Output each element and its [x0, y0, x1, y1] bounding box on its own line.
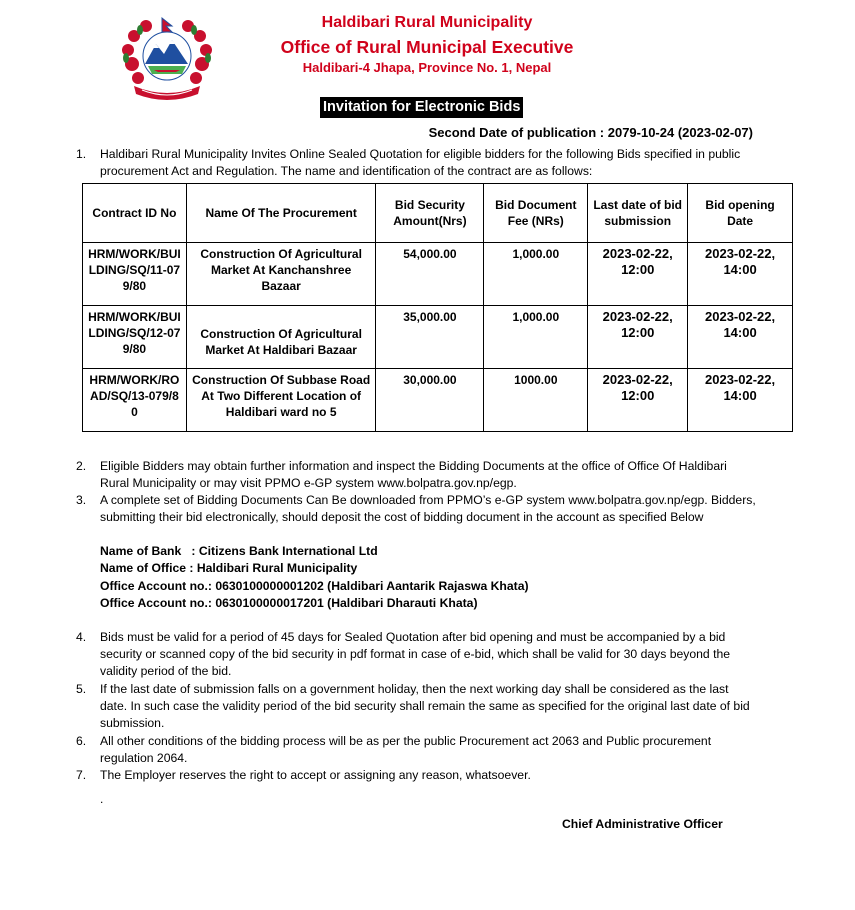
- bid-security-cell: 54,000.00: [376, 243, 484, 306]
- list-item-number: 1.: [76, 147, 87, 161]
- account-number: Office Account no.: 0630100000017201 (Haldibari Dharauti Khata): [100, 595, 478, 610]
- list-item: [76, 681, 756, 732]
- list-item-text: Haldibari Rural Municipality Invites Online Sealed Quotation for eligible bidders for the following Bids specified in public procurement Act and Regulation. The name and identification of the contract are as follows:: [100, 147, 741, 178]
- list-item-text: All other conditions of the bidding process will be as per the public Procurement act 2063 and Public procurement regulation 2064.: [100, 734, 712, 765]
- municipality-name: Haldibari Rural Municipality: [321, 14, 533, 31]
- office-name: Office of Rural Municipal Executive: [280, 37, 574, 57]
- bid-security-cell: 30,000.00: [376, 369, 484, 432]
- list-item-number: 3.: [76, 493, 87, 507]
- contract-id-cell: HRM/WORK/BUILDING/SQ/11-079/80: [83, 243, 187, 306]
- bids-table: [82, 183, 793, 432]
- list-item-text: Eligible Bidders may obtain further information and inspect the Bidding Documents at the office of Office Of Haldibari Rural Municipality or may visit PPMO e-GP system www.bolpatra.gov.np/egp.: [100, 459, 727, 490]
- list-item-number: 2.: [76, 459, 87, 473]
- list-item-number: 4.: [76, 630, 87, 644]
- column-header: Bid Document Fee (NRs): [484, 184, 588, 243]
- procurement-name-cell: Construction Of Agricultural Market At Kanchanshree Bazaar: [186, 243, 376, 306]
- list-item-number: 7.: [76, 768, 87, 782]
- bank-details: [100, 543, 529, 612]
- list-item-number: 5.: [76, 682, 87, 696]
- signature-title: Chief Administrative Officer: [562, 817, 723, 831]
- list-item-text: Bids must be valid for a period of 45 days for Sealed Quotation after bid opening and must be accompanied by a bid security or scanned copy of the bid security in pdf format in case of e-bid, which shall be valid for 30 days beyond the validity period of the bid.: [100, 630, 731, 678]
- table-row: [83, 306, 793, 369]
- list-item: [76, 629, 756, 680]
- contract-id-cell: HRM/WORK/BUILDING/SQ/12-079/80: [83, 306, 187, 369]
- document-fee-cell: 1,000.00: [484, 306, 588, 369]
- office-account-name: Name of Office : Haldibari Rural Municipality: [100, 561, 358, 576]
- column-header: Contract ID No: [83, 184, 187, 243]
- list-item-text: The Employer reserves the right to accept or assigning any reason, whatsoever.: [100, 768, 531, 782]
- column-header: Last date of bid submission: [588, 184, 688, 243]
- column-header: Bid Security Amount(Nrs): [376, 184, 484, 243]
- column-header: Name Of The Procurement: [186, 184, 376, 243]
- procurement-name-cell: Construction Of Subbase Road At Two Different Location of Haldibari ward no 5: [186, 369, 376, 432]
- list-item-text: If the last date of submission falls on a government holiday, then the next working day shall be considered as the last date. In such case the validity period of the bid security shall remain the same as specified for the original last date of bid submission.: [100, 682, 750, 730]
- bid-security-cell: 35,000.00: [376, 306, 484, 369]
- table-row: [83, 243, 793, 306]
- opening-date-cell: 2023-02-22, 14:00: [688, 306, 793, 369]
- procurement-name-cell: Construction Of Agricultural Market At Haldibari Bazaar: [186, 306, 376, 369]
- list-item: [76, 492, 756, 526]
- trailing-dot: .: [100, 792, 104, 806]
- bank-name: Name of Bank : Citizens Bank International Ltd: [100, 544, 378, 558]
- list-item: [76, 458, 756, 492]
- list-item: [76, 733, 756, 767]
- opening-date-cell: 2023-02-22, 14:00: [688, 369, 793, 432]
- list-item: [76, 767, 756, 784]
- opening-date-cell: 2023-02-22, 14:00: [688, 243, 793, 306]
- submission-date-cell: 2023-02-22, 12:00: [588, 306, 688, 369]
- account-number: Office Account no.: 0630100000001202 (Haldibari Aantarik Rajaswa Khata): [100, 578, 529, 593]
- list-item-number: 6.: [76, 734, 87, 748]
- submission-date-cell: 2023-02-22, 12:00: [588, 369, 688, 432]
- document-fee-cell: 1,000.00: [484, 243, 588, 306]
- table-row: [83, 369, 793, 432]
- column-header: Bid opening Date: [688, 184, 793, 243]
- notice-title: Invitation for Electronic Bids: [320, 97, 523, 118]
- document-fee-cell: 1000.00: [484, 369, 588, 432]
- list-item: [76, 146, 756, 180]
- contract-id-cell: HRM/WORK/ROAD/SQ/13-079/80: [83, 369, 187, 432]
- publication-date: Second Date of publication : 2079-10-24 (2023-02-07): [428, 125, 753, 140]
- nepal-emblem-logo: [118, 14, 216, 100]
- office-address: Haldibari-4 Jhapa, Province No. 1, Nepal: [302, 60, 552, 75]
- table-header-row: [83, 184, 793, 243]
- submission-date-cell: 2023-02-22, 12:00: [588, 243, 688, 306]
- list-item-text: A complete set of Bidding Documents Can Be downloaded from PPMO’s e-GP system www.bolpatra.gov.np/egp. Bidders, submitting their bid electronically, should deposit the cost of bidding document in the account as specified Below: [100, 493, 756, 524]
